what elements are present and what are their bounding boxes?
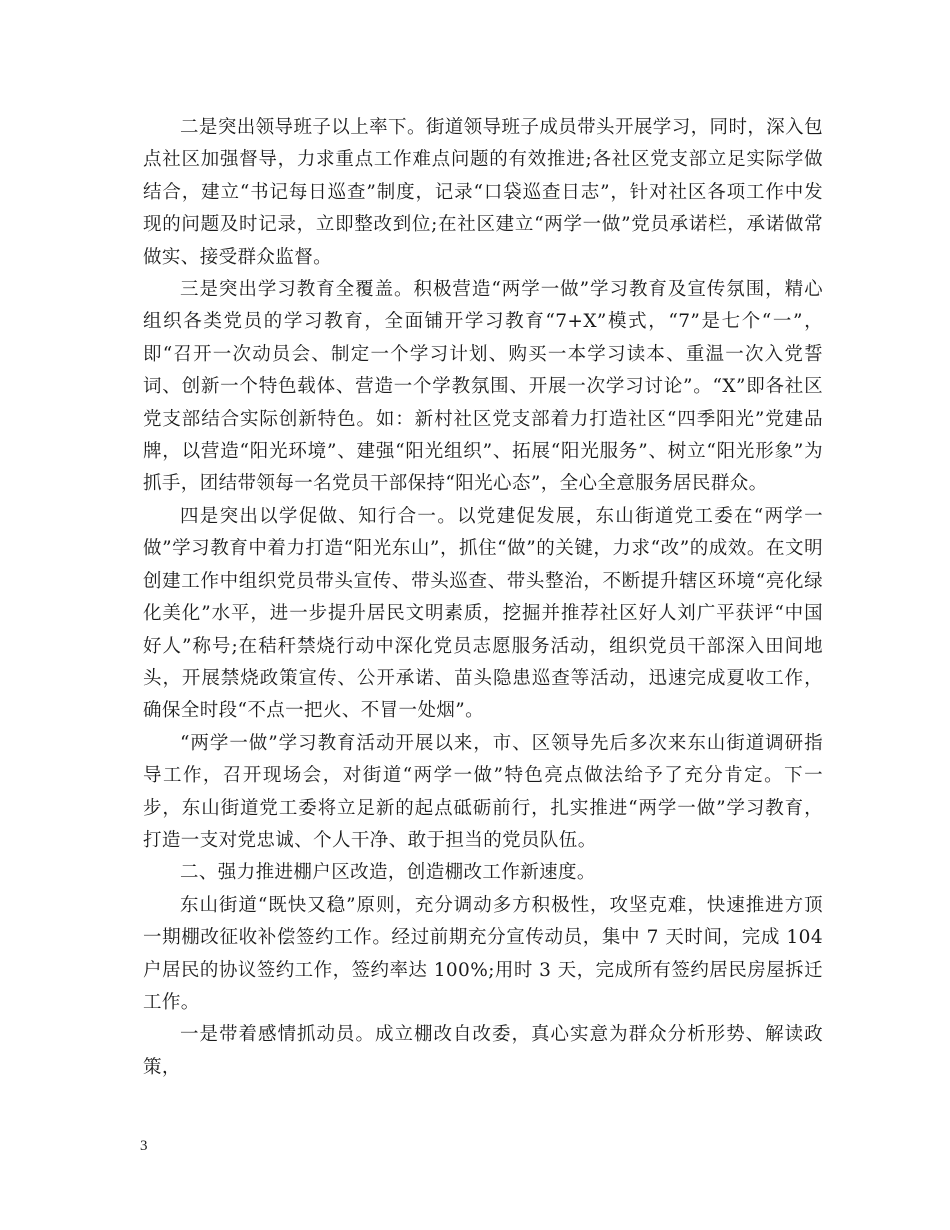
paragraph-4: “两学一做”学习教育活动开展以来，市、区领导先后多次来东山街道调研指导工作，召开现场会，对街道“两学一做”特色亮点做法给予了充分肯定。下一步，东山街道党工委将立足新的起点砥砺前行，扎实推进“两学一做”学习教育，打造一支对党忠诚、个人干净、敢于担当的党员队伍。 [143,732,823,851]
paragraph-2: 三是突出学习教育全覆盖。积极营造“两学一做”学习教育及宣传氛围，精心组织各类党员的学习教育，全面铺开学习教育“7+X”模式，“7”是七个“一”，即“召开一次动员会、制定一个学习计划、购买一本学习读本、重温一次入党誓词、创新一个特色载体、营造一个学教氛围、开展一次学习讨论”。“X”即各社区党支部结合实际创新特色。如：新村社区党支部着力打造社区“四季阳光”党建品牌，以营造“阳光环境”、建强“阳光组织”、拓展“阳光服务”、树立“阳光形象”为抓手，团结带领每一名党员干部保持“阳光心态”，全心全意服务居民群众。 [143,279,823,495]
section-heading: 二、强力推进棚户区改造，创造棚改工作新速度。 [180,862,596,884]
paragraph-1: 二是突出领导班子以上率下。街道领导班子成员带头开展学习，同时，深入包点社区加强督导，力求重点工作难点问题的有效推进;各社区党支部立足实际学做结合，建立“书记每日巡查”制度，记录“口袋巡查日志”，针对社区各项工作中发现的问题及时记录，立即整改到位;在社区建立“两学一做”党员承诺栏，承诺做常做实、接受群众监督。 [143,117,823,268]
paragraph-3: 四是突出以学促做、知行合一。以党建促发展，东山街道党工委在“两学一做”学习教育中着力打造“阳光东山”，抓住“做”的关键，力求“改”的成效。在文明创建工作中组织党员带头宣传、带头巡查、带头整治，不断提升辖区环境“亮化绿化美化”水平，进一步提升居民文明素质，挖掘并推荐社区好人刘广平获评“中国好人”称号;在秸秆禁烧行动中深化党员志愿服务活动，组织党员干部深入田间地头，开展禁烧政策宣传、公开承诺、苗头隐患巡查等活动，迅速完成夏收工作，确保全时段“不点一把火、不冒一处烟”。 [143,505,823,722]
body-text [143,112,823,1084]
paragraph-6: 一是带着感情抓动员。成立棚改自改委，真心实意为群众分析形势、解读政策， [143,1024,823,1078]
page-number: 3 [140,1138,148,1154]
paragraph-5: 东山街道“既快又稳”原则，充分调动多方积极性，攻坚克难，快速推进方顶一期棚改征收补偿签约工作。经过前期充分宣传动员，集中 7 天时间，完成 104 户居民的协议签约工作，签约率达 100%;用时 3 天，完成所有签约居民房屋拆迁工作。 [143,894,823,1013]
